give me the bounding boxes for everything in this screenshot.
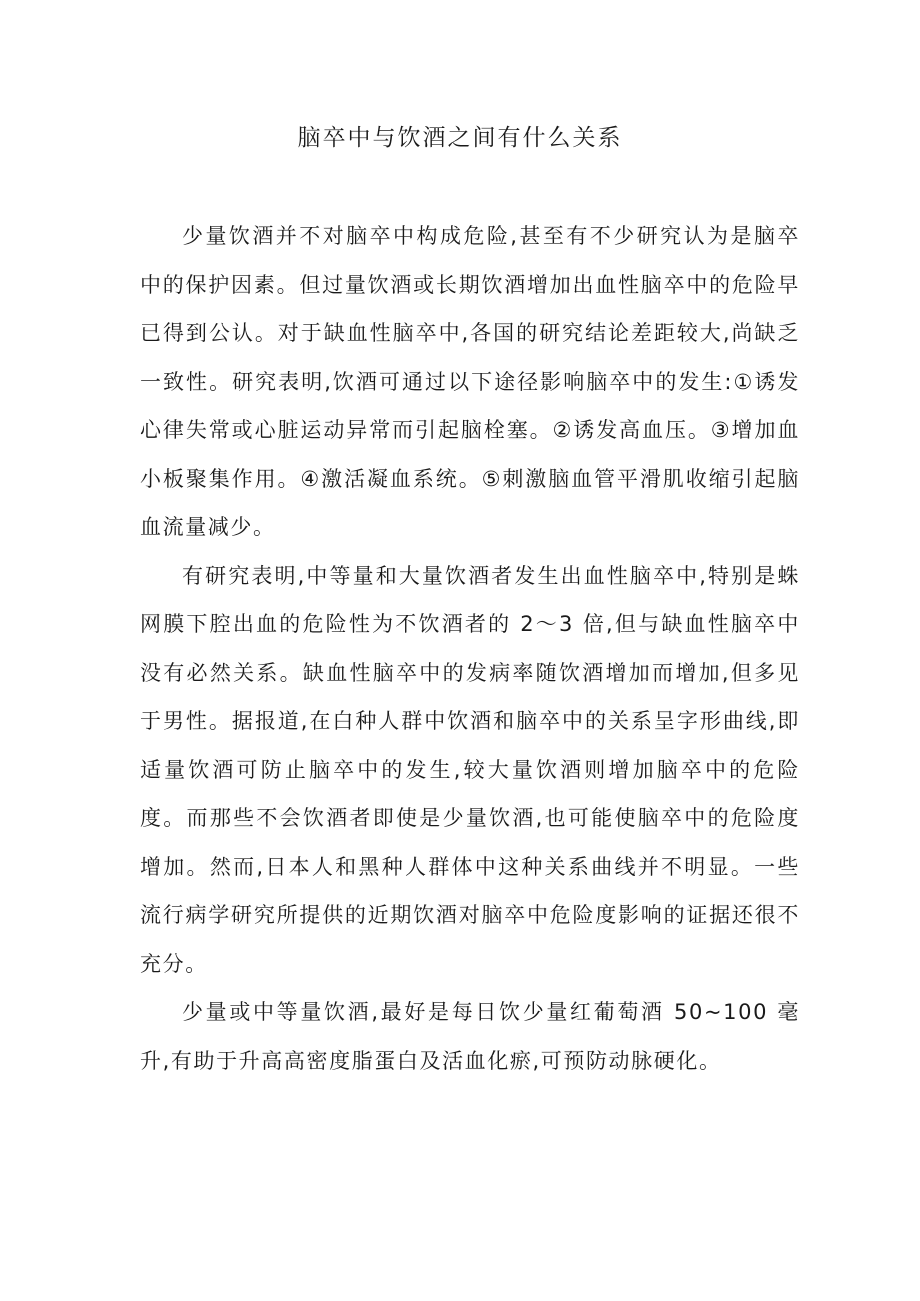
paragraph-2: 有研究表明,中等量和大量饮酒者发生出血性脑卒中,特别是蛛网膜下腔出血的危险性为不饮酒者的 2～3 倍,但与缺血性脑卒中没有必然关系。缺血性脑卒中的发病率随饮酒增加而增加,但多见于男性。据报道,在白种人群中饮酒和脑卒中的关系呈字形曲线,即适量饮酒可防止脑卒中的发生,较大量饮酒则增加脑卒中的危险度。而那些不会饮酒者即使是少量饮酒,也可能使脑卒中的危险度增加。然而,日本人和黑种人群体中这种关系曲线并不明显。一些流行病学研究所提供的近期饮酒对脑卒中危险度影响的证据还很不充分。 <box>140 563 800 976</box>
document-body <box>140 212 800 1085</box>
paragraph-1: 少量饮酒并不对脑卒中构成危险,甚至有不少研究认为是脑卒中的保护因素。但过量饮酒或长期饮酒增加出血性脑卒中的危险早已得到公认。对于缺血性脑卒中,各国的研究结论差距较大,尚缺乏一致性。研究表明,饮酒可通过以下途径影响脑卒中的发生:①诱发心律失常或心脏运动异常而引起脑栓塞。②诱发高血压。③增加血小板聚集作用。④激活凝血系统。⑤刺激脑血管平滑肌收缩引起脑血流量减少。 <box>140 224 800 539</box>
document-title: 脑卒中与饮酒之间有什么关系 <box>297 125 623 151</box>
paragraph-3: 少量或中等量饮酒,最好是每日饮少量红葡萄酒 50~100 毫升,有助于升高高密度脂蛋白及活血化瘀,可预防动脉硬化。 <box>140 1000 800 1073</box>
